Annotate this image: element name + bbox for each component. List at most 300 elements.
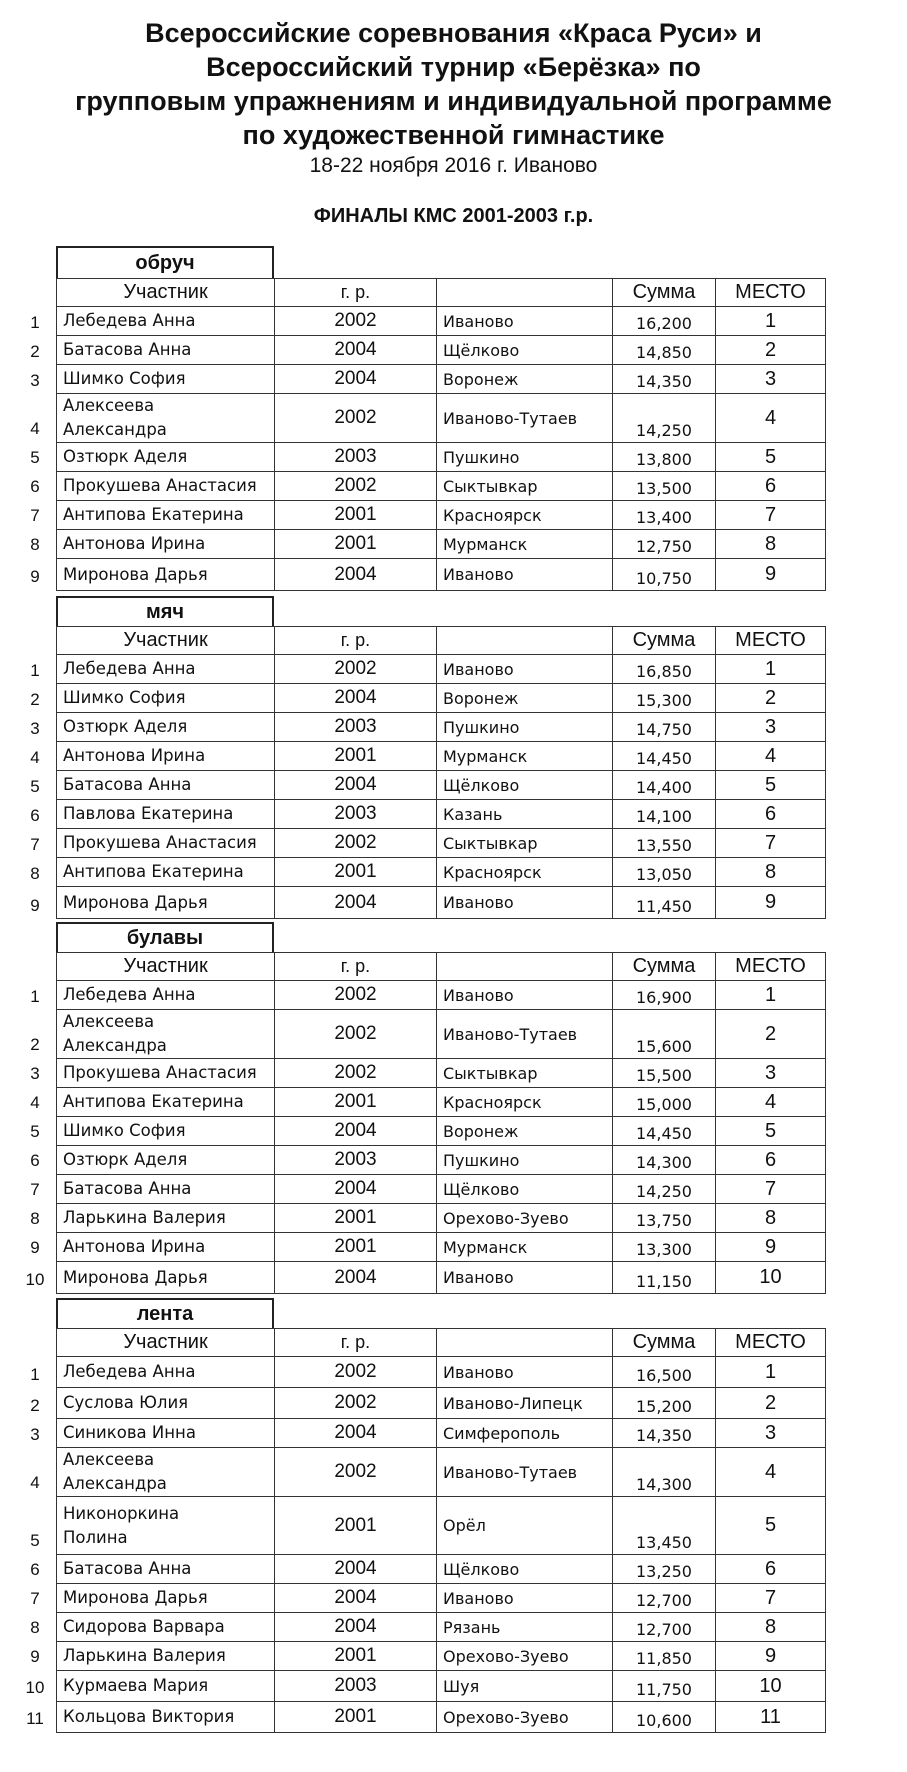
place: 2	[716, 1010, 826, 1059]
total-score: 14,400	[613, 771, 716, 800]
row-number: 7	[30, 835, 40, 854]
header-total: Сумма	[613, 627, 716, 655]
city: Красноярск	[437, 501, 613, 530]
participant-name: Ларькина Валерия	[57, 1204, 275, 1233]
birth-year: 2002	[275, 472, 437, 501]
row-number: 5	[30, 1122, 40, 1141]
table-row	[57, 501, 826, 530]
apparatus-label: булавы	[56, 922, 274, 952]
place: 5	[716, 1497, 826, 1555]
city: Орехово-Зуево	[437, 1204, 613, 1233]
total-score: 13,750	[613, 1204, 716, 1233]
total-score: 14,750	[613, 713, 716, 742]
row-number: 6	[30, 477, 40, 496]
row-number: 4	[30, 1093, 40, 1112]
row-number: 2	[30, 1035, 40, 1054]
total-score: 12,700	[613, 1584, 716, 1613]
table-row	[57, 1088, 826, 1117]
city: Пушкино	[437, 1146, 613, 1175]
table-row	[57, 1233, 826, 1262]
total-score: 14,300	[613, 1448, 716, 1497]
participant-name: Прокушева Анастасия	[57, 472, 275, 501]
city: Щёлково	[437, 336, 613, 365]
place: 2	[716, 336, 826, 365]
participant-name: Антонова Ирина	[57, 742, 275, 771]
participant-name: Батасова Анна	[57, 1175, 275, 1204]
table-row	[57, 472, 826, 501]
birth-year: 2004	[275, 1555, 437, 1584]
table-row	[57, 655, 826, 684]
place: 11	[716, 1702, 826, 1733]
row-number: 3	[30, 719, 40, 738]
table-row	[57, 981, 826, 1010]
row-number: 6	[30, 1151, 40, 1170]
total-score: 13,550	[613, 829, 716, 858]
place: 9	[716, 887, 826, 919]
participant-name: Прокушева Анастасия	[57, 829, 275, 858]
birth-year: 2004	[275, 336, 437, 365]
participant-name: Батасова Анна	[57, 771, 275, 800]
total-score: 13,050	[613, 858, 716, 887]
place: 7	[716, 1584, 826, 1613]
birth-year: 2002	[275, 1448, 437, 1497]
total-score: 14,450	[613, 742, 716, 771]
city: Иваново-Тутаев	[437, 1010, 613, 1059]
table-row	[57, 1175, 826, 1204]
row-number: 1	[30, 313, 40, 332]
total-score: 11,450	[613, 887, 716, 919]
place: 3	[716, 713, 826, 742]
table-header-row	[57, 627, 826, 655]
birth-year: 2004	[275, 771, 437, 800]
participant-name: Батасова Анна	[57, 336, 275, 365]
total-score: 14,300	[613, 1146, 716, 1175]
total-score: 10,750	[613, 559, 716, 591]
apparatus-label: лента	[56, 1298, 274, 1328]
city: Красноярск	[437, 858, 613, 887]
participant-name: Кольцова Виктория	[57, 1702, 275, 1733]
participant-name: Лебедева Анна	[57, 655, 275, 684]
table-row	[57, 1613, 826, 1642]
table-row	[57, 1702, 826, 1733]
results-table	[56, 278, 826, 591]
row-number: 4	[30, 1473, 40, 1492]
table-row	[57, 394, 826, 443]
city: Симферополь	[437, 1419, 613, 1448]
participant-name: Лебедева Анна	[57, 307, 275, 336]
header-place: МЕСТО	[716, 627, 826, 655]
total-score: 15,300	[613, 684, 716, 713]
city: Иваново	[437, 655, 613, 684]
place: 4	[716, 394, 826, 443]
row-number: 2	[30, 1396, 40, 1415]
city: Пушкино	[437, 443, 613, 472]
header-birth-year: г. р.	[275, 1329, 437, 1357]
place: 4	[716, 1448, 826, 1497]
total-score: 13,300	[613, 1233, 716, 1262]
place: 7	[716, 1175, 826, 1204]
city: Иваново-Липецк	[437, 1388, 613, 1419]
apparatus-label: обруч	[56, 246, 274, 278]
table-header-row	[57, 953, 826, 981]
participant-name: Алексеева Александра	[57, 1448, 275, 1497]
birth-year: 2002	[275, 394, 437, 443]
total-score: 11,150	[613, 1262, 716, 1294]
document-title-line-4: по художественной гимнастике	[242, 120, 665, 150]
row-number: 6	[30, 1560, 40, 1579]
birth-year: 2001	[275, 1642, 437, 1671]
header-total: Сумма	[613, 953, 716, 981]
participant-name: Павлова Екатерина	[57, 800, 275, 829]
participant-name: Миронова Дарья	[57, 559, 275, 591]
table-row	[57, 1642, 826, 1671]
city: Орехово-Зуево	[437, 1702, 613, 1733]
city: Иваново	[437, 981, 613, 1010]
header-city	[437, 1329, 613, 1357]
table-header-row	[57, 279, 826, 307]
row-number: 9	[30, 1647, 40, 1666]
table-row	[57, 1204, 826, 1233]
birth-year: 2004	[275, 684, 437, 713]
total-score: 13,450	[613, 1497, 716, 1555]
total-score: 11,850	[613, 1642, 716, 1671]
table-row	[57, 713, 826, 742]
header-place: МЕСТО	[716, 279, 826, 307]
place: 4	[716, 1088, 826, 1117]
birth-year: 2003	[275, 1671, 437, 1702]
table-row	[57, 1555, 826, 1584]
table-row	[57, 365, 826, 394]
total-score: 14,450	[613, 1117, 716, 1146]
birth-year: 2002	[275, 1059, 437, 1088]
participant-name: Озтюрк Аделя	[57, 443, 275, 472]
total-score: 16,200	[613, 307, 716, 336]
finals-heading: ФИНАЛЫ КМС 2001-2003 г.р.	[313, 205, 594, 227]
birth-year: 2001	[275, 1088, 437, 1117]
header-total: Сумма	[613, 1329, 716, 1357]
row-number: 7	[30, 1180, 40, 1199]
birth-year: 2001	[275, 742, 437, 771]
participant-name: Ларькина Валерия	[57, 1642, 275, 1671]
city: Воронеж	[437, 365, 613, 394]
place: 1	[716, 981, 826, 1010]
row-number: 8	[30, 1209, 40, 1228]
place: 6	[716, 1555, 826, 1584]
participant-name: Батасова Анна	[57, 1555, 275, 1584]
row-number: 3	[30, 371, 40, 390]
birth-year: 2003	[275, 1146, 437, 1175]
city: Красноярск	[437, 1088, 613, 1117]
row-number: 1	[30, 987, 40, 1006]
place: 1	[716, 307, 826, 336]
row-number: 1	[30, 1365, 40, 1384]
total-score: 13,800	[613, 443, 716, 472]
participant-name: Шимко София	[57, 684, 275, 713]
city: Иваново-Тутаев	[437, 1448, 613, 1497]
participant-name: Курмаева Мария	[57, 1671, 275, 1702]
city: Щёлково	[437, 1175, 613, 1204]
row-number: 5	[30, 777, 40, 796]
place: 1	[716, 655, 826, 684]
total-score: 13,250	[613, 1555, 716, 1584]
place: 2	[716, 1388, 826, 1419]
place: 10	[716, 1262, 826, 1294]
row-number: 10	[25, 1270, 45, 1289]
table-row	[57, 1584, 826, 1613]
place: 9	[716, 1233, 826, 1262]
header-birth-year: г. р.	[275, 953, 437, 981]
city: Сыктывкар	[437, 829, 613, 858]
city: Сыктывкар	[437, 472, 613, 501]
table-row	[57, 443, 826, 472]
row-number: 5	[30, 1531, 40, 1550]
place: 3	[716, 365, 826, 394]
place: 8	[716, 1613, 826, 1642]
place: 8	[716, 858, 826, 887]
participant-name: Сидорова Варвара	[57, 1613, 275, 1642]
row-number: 3	[30, 1064, 40, 1083]
city: Иваново	[437, 1584, 613, 1613]
header-city	[437, 953, 613, 981]
participant-name: Антонова Ирина	[57, 530, 275, 559]
table-row	[57, 307, 826, 336]
row-number: 2	[30, 690, 40, 709]
row-number: 8	[30, 1618, 40, 1637]
row-number: 9	[30, 896, 40, 915]
place: 10	[716, 1671, 826, 1702]
participant-name: Озтюрк Аделя	[57, 713, 275, 742]
row-number: 2	[30, 342, 40, 361]
table-row	[57, 1448, 826, 1497]
total-score: 10,600	[613, 1702, 716, 1733]
birth-year: 2004	[275, 1613, 437, 1642]
table-row	[57, 771, 826, 800]
city: Мурманск	[437, 1233, 613, 1262]
total-score: 14,350	[613, 1419, 716, 1448]
city: Казань	[437, 800, 613, 829]
header-place: МЕСТО	[716, 953, 826, 981]
place: 4	[716, 742, 826, 771]
table-row	[57, 1388, 826, 1419]
document-title-line-1: Всероссийские соревнования «Краса Руси» и	[145, 18, 762, 48]
city: Иваново	[437, 1357, 613, 1388]
header-total: Сумма	[613, 279, 716, 307]
header-city	[437, 279, 613, 307]
row-number: 8	[30, 864, 40, 883]
city: Иваново	[437, 887, 613, 919]
birth-year: 2001	[275, 1497, 437, 1555]
participant-name: Антипова Екатерина	[57, 1088, 275, 1117]
birth-year: 2001	[275, 1233, 437, 1262]
participant-name: Антипова Екатерина	[57, 858, 275, 887]
participant-name: Шимко София	[57, 1117, 275, 1146]
city: Орехово-Зуево	[437, 1642, 613, 1671]
participant-name: Миронова Дарья	[57, 887, 275, 919]
total-score: 13,400	[613, 501, 716, 530]
birth-year: 2002	[275, 1010, 437, 1059]
birth-year: 2001	[275, 501, 437, 530]
table-row	[57, 1146, 826, 1175]
city: Щёлково	[437, 1555, 613, 1584]
place: 2	[716, 684, 826, 713]
participant-name: Озтюрк Аделя	[57, 1146, 275, 1175]
city: Шуя	[437, 1671, 613, 1702]
header-birth-year: г. р.	[275, 627, 437, 655]
table-row	[57, 559, 826, 591]
table-row	[57, 336, 826, 365]
place: 5	[716, 443, 826, 472]
birth-year: 2004	[275, 1117, 437, 1146]
birth-year: 2004	[275, 1584, 437, 1613]
place: 3	[716, 1059, 826, 1088]
city: Воронеж	[437, 684, 613, 713]
header-birth-year: г. р.	[275, 279, 437, 307]
total-score: 11,750	[613, 1671, 716, 1702]
header-participant: Участник	[57, 627, 275, 655]
total-score: 12,750	[613, 530, 716, 559]
header-participant: Участник	[57, 1329, 275, 1357]
table-row	[57, 1059, 826, 1088]
birth-year: 2003	[275, 713, 437, 742]
city: Мурманск	[437, 530, 613, 559]
header-place: МЕСТО	[716, 1329, 826, 1357]
birth-year: 2002	[275, 307, 437, 336]
table-row	[57, 829, 826, 858]
total-score: 15,200	[613, 1388, 716, 1419]
city: Воронеж	[437, 1117, 613, 1146]
place: 8	[716, 530, 826, 559]
total-score: 14,250	[613, 394, 716, 443]
table-row	[57, 1262, 826, 1294]
header-participant: Участник	[57, 279, 275, 307]
table-row	[57, 1497, 826, 1555]
table-row	[57, 1357, 826, 1388]
place: 7	[716, 829, 826, 858]
city: Иваново	[437, 1262, 613, 1294]
total-score: 15,500	[613, 1059, 716, 1088]
birth-year: 2002	[275, 655, 437, 684]
total-score: 13,500	[613, 472, 716, 501]
birth-year: 2002	[275, 1388, 437, 1419]
results-table	[56, 1328, 826, 1733]
city: Рязань	[437, 1613, 613, 1642]
row-number: 8	[30, 535, 40, 554]
participant-name: Миронова Дарья	[57, 1584, 275, 1613]
header-city	[437, 627, 613, 655]
birth-year: 2004	[275, 1262, 437, 1294]
row-number: 1	[30, 661, 40, 680]
place: 7	[716, 501, 826, 530]
participant-name: Алексеева Александра	[57, 1010, 275, 1059]
participant-name: Суслова Юлия	[57, 1388, 275, 1419]
city: Иваново	[437, 559, 613, 591]
row-number: 4	[30, 419, 40, 438]
place: 8	[716, 1204, 826, 1233]
table-row	[57, 742, 826, 771]
results-table	[56, 626, 826, 919]
birth-year: 2001	[275, 530, 437, 559]
total-score: 15,600	[613, 1010, 716, 1059]
participant-name: Алексеева Александра	[57, 394, 275, 443]
participant-name: Миронова Дарья	[57, 1262, 275, 1294]
birth-year: 2003	[275, 443, 437, 472]
place: 9	[716, 1642, 826, 1671]
place: 1	[716, 1357, 826, 1388]
birth-year: 2001	[275, 1204, 437, 1233]
row-number: 5	[30, 448, 40, 467]
birth-year: 2002	[275, 1357, 437, 1388]
place: 9	[716, 559, 826, 591]
total-score: 14,100	[613, 800, 716, 829]
total-score: 16,500	[613, 1357, 716, 1388]
participant-name: Лебедева Анна	[57, 981, 275, 1010]
city: Сыктывкар	[437, 1059, 613, 1088]
row-number: 9	[30, 567, 40, 586]
participant-name: Антонова Ирина	[57, 1233, 275, 1262]
participant-name: Прокушева Анастасия	[57, 1059, 275, 1088]
birth-year: 2003	[275, 800, 437, 829]
apparatus-label: мяч	[56, 596, 274, 626]
place: 5	[716, 1117, 826, 1146]
row-number: 4	[30, 748, 40, 767]
birth-year: 2001	[275, 1702, 437, 1733]
header-participant: Участник	[57, 953, 275, 981]
birth-year: 2004	[275, 559, 437, 591]
document-title-line-2: Всероссийский турнир «Берёзка» по	[206, 52, 701, 82]
place: 6	[716, 1146, 826, 1175]
row-number: 10	[25, 1678, 45, 1697]
table-row	[57, 1010, 826, 1059]
table-row	[57, 1117, 826, 1146]
total-score: 14,850	[613, 336, 716, 365]
total-score: 15,000	[613, 1088, 716, 1117]
row-number: 6	[30, 806, 40, 825]
participant-name: Лебедева Анна	[57, 1357, 275, 1388]
row-number: 3	[30, 1425, 40, 1444]
birth-year: 2004	[275, 1175, 437, 1204]
table-row	[57, 530, 826, 559]
participant-name: Никоноркина Полина	[57, 1497, 275, 1555]
birth-year: 2004	[275, 887, 437, 919]
total-score: 14,350	[613, 365, 716, 394]
participant-name: Шимко София	[57, 365, 275, 394]
total-score: 14,250	[613, 1175, 716, 1204]
place: 6	[716, 800, 826, 829]
birth-year: 2004	[275, 1419, 437, 1448]
event-dates-location: 18-22 ноября 2016 г. Иваново	[309, 154, 598, 177]
table-row	[57, 858, 826, 887]
birth-year: 2002	[275, 981, 437, 1010]
document-title-line-3: групповым упражнениям и индивидуальной программе	[75, 86, 832, 116]
table-row	[57, 800, 826, 829]
results-table	[56, 952, 826, 1294]
total-score: 16,850	[613, 655, 716, 684]
city: Мурманск	[437, 742, 613, 771]
participant-name: Антипова Екатерина	[57, 501, 275, 530]
table-row	[57, 887, 826, 919]
table-row	[57, 1671, 826, 1702]
table-row	[57, 1419, 826, 1448]
place: 5	[716, 771, 826, 800]
city: Иваново-Тутаев	[437, 394, 613, 443]
total-score: 12,700	[613, 1613, 716, 1642]
city: Иваново	[437, 307, 613, 336]
table-row	[57, 684, 826, 713]
total-score: 16,900	[613, 981, 716, 1010]
row-number: 11	[26, 1709, 44, 1728]
city: Пушкино	[437, 713, 613, 742]
place: 6	[716, 472, 826, 501]
